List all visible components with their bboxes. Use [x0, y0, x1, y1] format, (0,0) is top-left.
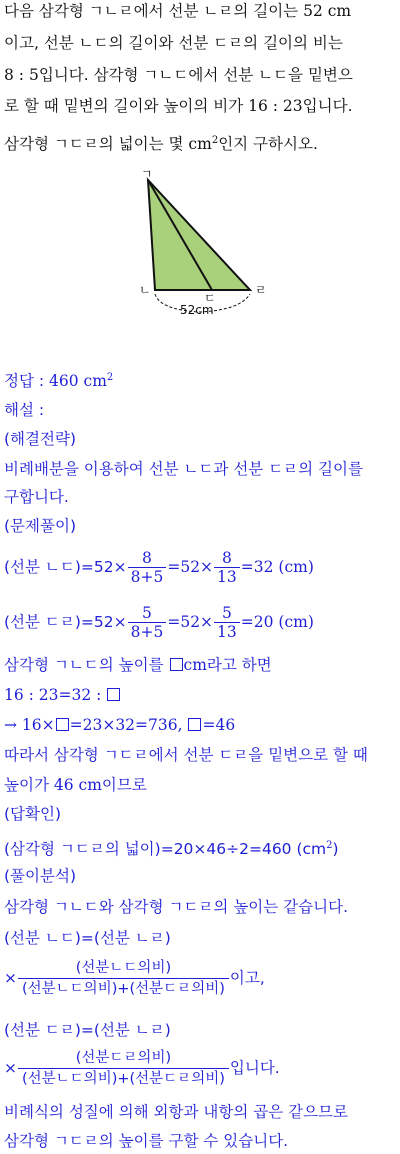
- fraction: $\frac{8}{8+5}$: [128, 549, 167, 586]
- therefore-line-2: 높이가 46 cm이므로: [4, 776, 147, 794]
- problem-line-2: 이고, 선분 ㄴㄷ의 길이와 선분 ㄷㄹ의 길이의 비는: [4, 34, 343, 52]
- formula-1-fraction: × $\frac{\text{(선분ㄴㄷ의비)}}{\text{(선분ㄴㄷ의비)+(선분ㄷㄹ의비)}}$ 이고,: [4, 960, 265, 997]
- answer-line: 정답 : 460 $cm^2$: [4, 372, 114, 390]
- triangle-gnr: [148, 180, 250, 290]
- fraction: $\frac{\text{(선분ㄴㄷ의비)}}{\text{(선분ㄴㄷ의비)+(선분ㄷㄹ의비)}}$: [18, 958, 229, 999]
- explanation-label: 해설 :: [4, 401, 45, 419]
- fraction: $\frac{8}{13}$: [214, 549, 240, 586]
- calc-line: → 16× =23×32=736, =46: [4, 716, 236, 734]
- height-line: 삼각형 ㄱㄴㄷ의 높이를 cm라고 하면: [4, 656, 272, 674]
- blank-box-icon: [56, 718, 69, 731]
- solve-heading: (문제풀이): [4, 517, 76, 535]
- strategy-line-2: 구합니다.: [4, 488, 69, 506]
- vertex-label-n: ㄴ: [139, 283, 151, 297]
- formula-2-fraction: × $\frac{\text{(선분ㄷㄹ의비)}}{\text{(선분ㄴㄷ의비)+(선분ㄷㄹ의비)}}$ 입니다.: [4, 1050, 280, 1087]
- vertex-label-d: ㄷ: [204, 291, 216, 305]
- formula-2-left: (선분 ㄷㄹ)=(선분 ㄴㄹ): [4, 1021, 171, 1039]
- base-length-label: 52cm: [180, 303, 214, 317]
- vertex-label-r: ㄹ: [255, 283, 267, 297]
- vertex-label-g: ㄱ: [141, 167, 153, 181]
- closing-line-1: 비례식의 성질에 의해 외항과 내항의 곱은 같으므로: [4, 1103, 348, 1121]
- problem-line-3: 8 : 5입니다. 삼각형 ㄱㄴㄷ에서 선분 ㄴㄷ을 밑변으: [4, 66, 353, 84]
- therefore-line-1: 따라서 삼각형 ㄱㄷㄹ에서 선분 ㄷㄹ을 밑변으로 할 때: [4, 746, 368, 764]
- closing-line-2: 삼각형 ㄱㄷㄹ의 높이를 구할 수 있습니다.: [4, 1132, 289, 1150]
- triangle-figure: [0, 160, 400, 360]
- blank-box-icon: [188, 718, 201, 731]
- fraction: $\frac{5}{8+5}$: [128, 604, 167, 641]
- equation-nd: (선분 ㄴㄷ)=52× $\frac{8}{8+5}$ =52× $\frac{8}{13}$ =32 (cm): [4, 549, 314, 586]
- problem-line-5: 삼각형 ㄱㄷㄹ의 넓이는 몇 $cm^2$인지 구하시오.: [4, 135, 318, 153]
- problem-line-4: 로 할 때 밑변의 길이와 높이의 비가 16 : 23입니다.: [4, 97, 353, 115]
- formula-1-left: (선분 ㄴㄷ)=(선분 ㄴㄹ): [4, 929, 171, 947]
- strategy-heading: (해결전략): [4, 430, 76, 448]
- analysis-line-1: 삼각형 ㄱㄴㄷ와 삼각형 ㄱㄷㄹ의 높이는 같습니다.: [4, 898, 348, 916]
- blank-box-icon: [170, 658, 183, 671]
- equation-dr: (선분 ㄷㄹ)=52× $\frac{5}{8+5}$ =52× $\frac{5}{13}$ =20 (cm): [4, 604, 314, 641]
- check-heading: (답확인): [4, 805, 62, 823]
- analysis-heading: (풀이분석): [4, 867, 76, 885]
- check-equation: (삼각형 ㄱㄷㄹ의 넓이)=20×46÷2=460 $(cm^2)$: [4, 840, 339, 858]
- fraction: $\frac{\text{(선분ㄷㄹ의비)}}{\text{(선분ㄴㄷ의비)+(선분ㄷㄹ의비)}}$: [18, 1048, 229, 1089]
- fraction: $\frac{5}{13}$: [214, 604, 240, 641]
- blank-box-icon: [107, 688, 120, 701]
- strategy-line-1: 비례배분을 이용하여 선분 ㄴㄷ과 선분 ㄷㄹ의 길이를: [4, 460, 363, 478]
- ratio-line: 16 : 23=32 :: [4, 685, 121, 705]
- problem-line-1: 다음 삼각형 ㄱㄴㄹ에서 선분 ㄴㄹ의 길이는 52 cm: [4, 2, 352, 20]
